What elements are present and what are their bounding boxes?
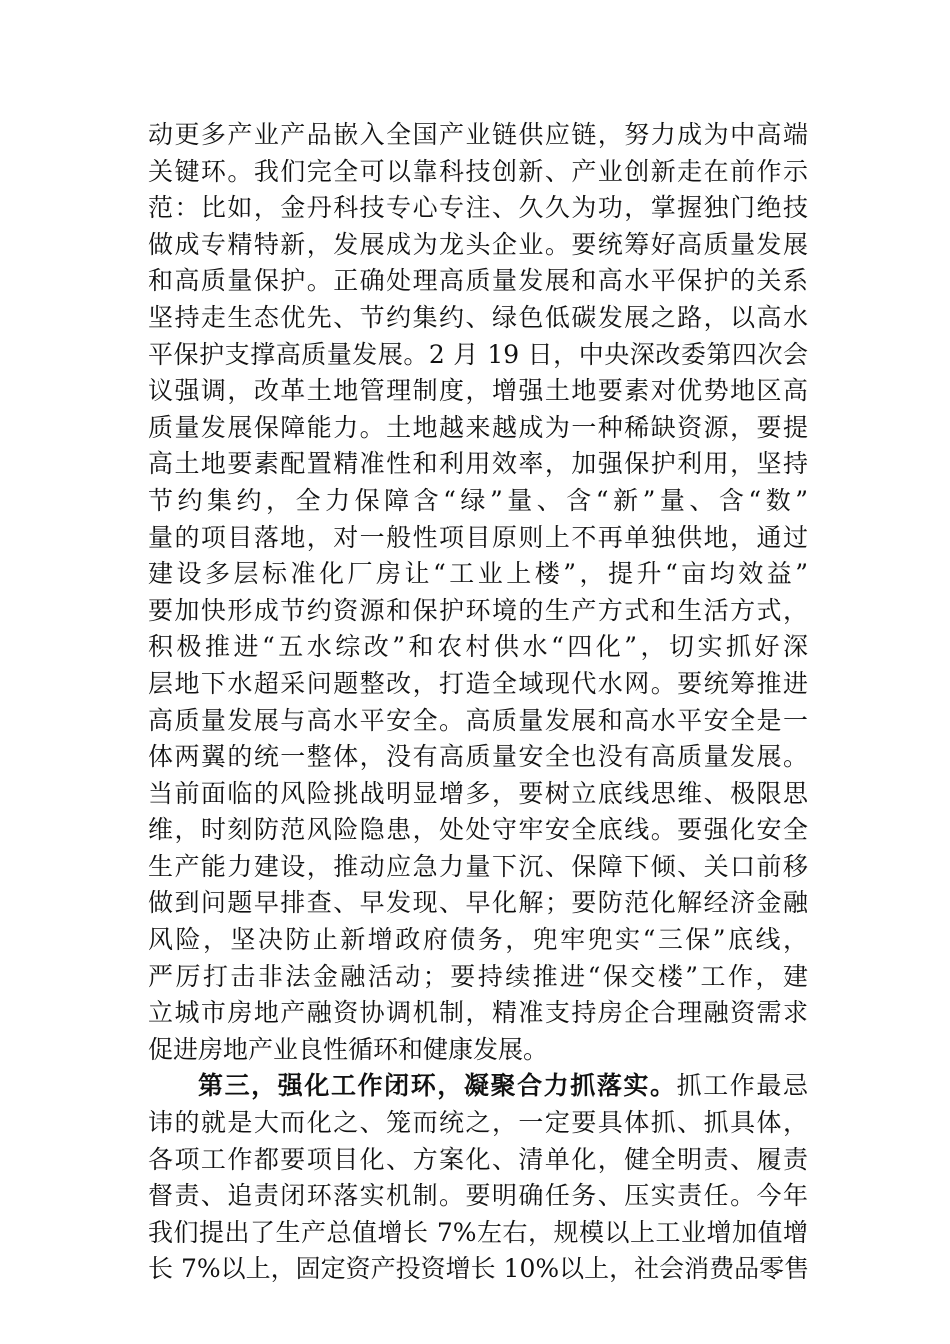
text-line: 节约集约，全力保障含“绿”量、含“新”量、含“数” [148,485,808,515]
text-line: 量的项目落地，对一般性项目原则上不再单独供地，通过 [148,522,808,552]
text-line: 我们提出了生产总值增长 7%左右，规模以上工业增加值增 [148,1217,808,1247]
text-line: 建设多层标准化厂房让“工业上楼”，提升“亩均效益” [148,559,808,589]
text-line: 议强调，改革土地管理制度，增强土地要素对优势地区高 [148,376,808,406]
text-line: 讳的就是大而化之、笼而统之，一定要具体抓、抓具体， [148,1108,808,1138]
section-heading: 第三，强化工作闭环，凝聚合力抓落实。 [198,1071,677,1101]
text-line: 质量发展保障能力。土地越来越成为一种稀缺资源，要提 [148,412,808,442]
text-line: 督责、追责闭环落实机制。要明确任务、压实责任。今年 [148,1181,808,1211]
text-line: 关键环。我们完全可以靠科技创新、产业创新走在前作示 [148,156,808,186]
text-line: 积极推进“五水综改”和农村供水“四化”，切实抓好深 [148,632,808,662]
text-line: 体两翼的统一整体，没有高质量安全也没有高质量发展。 [148,742,808,772]
text-line: 坚持走生态优先、节约集约、绿色低碳发展之路，以高水 [148,302,808,332]
body-text [148,117,808,1288]
text-line: 要加快形成节约资源和保护环境的生产方式和生活方式， [148,595,808,625]
text-line: 当前面临的风险挑战明显增多，要树立底线思维、极限思 [148,778,808,808]
text-line: 风险，坚决防止新增政府债务，兜牢兜实“三保”底线， [148,925,808,955]
text-line: 各项工作都要项目化、方案化、清单化，健全明责、履责 [148,1144,808,1174]
text-line: 维，时刻防范风险隐患，处处守牢安全底线。要强化安全 [148,815,808,845]
text-segment: 抓工作最忌 [676,1071,808,1101]
text-line: 平保护支撑高质量发展。2 月 19 日，中央深改委第四次会 [148,339,808,369]
text-line: 严厉打击非法金融活动；要持续推进“保交楼”工作，建 [148,961,808,991]
text-line: 范：比如，金丹科技专心专注、久久为功，掌握独门绝技 [148,193,808,223]
text-line: 动更多产业产品嵌入全国产业链供应链，努力成为中高端 [148,120,808,149]
text-line: 高质量发展与高水平安全。高质量发展和高水平安全是一 [148,705,808,735]
text-line: 生产能力建设，推动应急力量下沉、保障下倾、关口前移 [148,851,808,881]
text-line: 和高质量保护。正确处理高质量发展和高水平保护的关系 [148,266,808,296]
paragraph-first-line [148,1068,808,1105]
text-line: 促进房地产业良性循环和健康发展。 [148,1034,549,1064]
text-line: 做成专精特新，发展成为龙头企业。要统筹好高质量发展 [148,229,808,259]
text-line: 层地下水超采问题整改，打造全域现代水网。要统筹推进 [148,668,808,698]
text-line: 高土地要素配置精准性和利用效率，加强保护利用，坚持 [148,449,808,479]
text-line: 做到问题早排查、早发现、早化解；要防范化解经济金融 [148,888,808,918]
text-line: 立城市房地产融资协调机制，精准支持房企合理融资需求 [148,998,808,1028]
text-line: 长 7%以上，固定资产投资增长 10%以上，社会消费品零售 [148,1254,810,1284]
